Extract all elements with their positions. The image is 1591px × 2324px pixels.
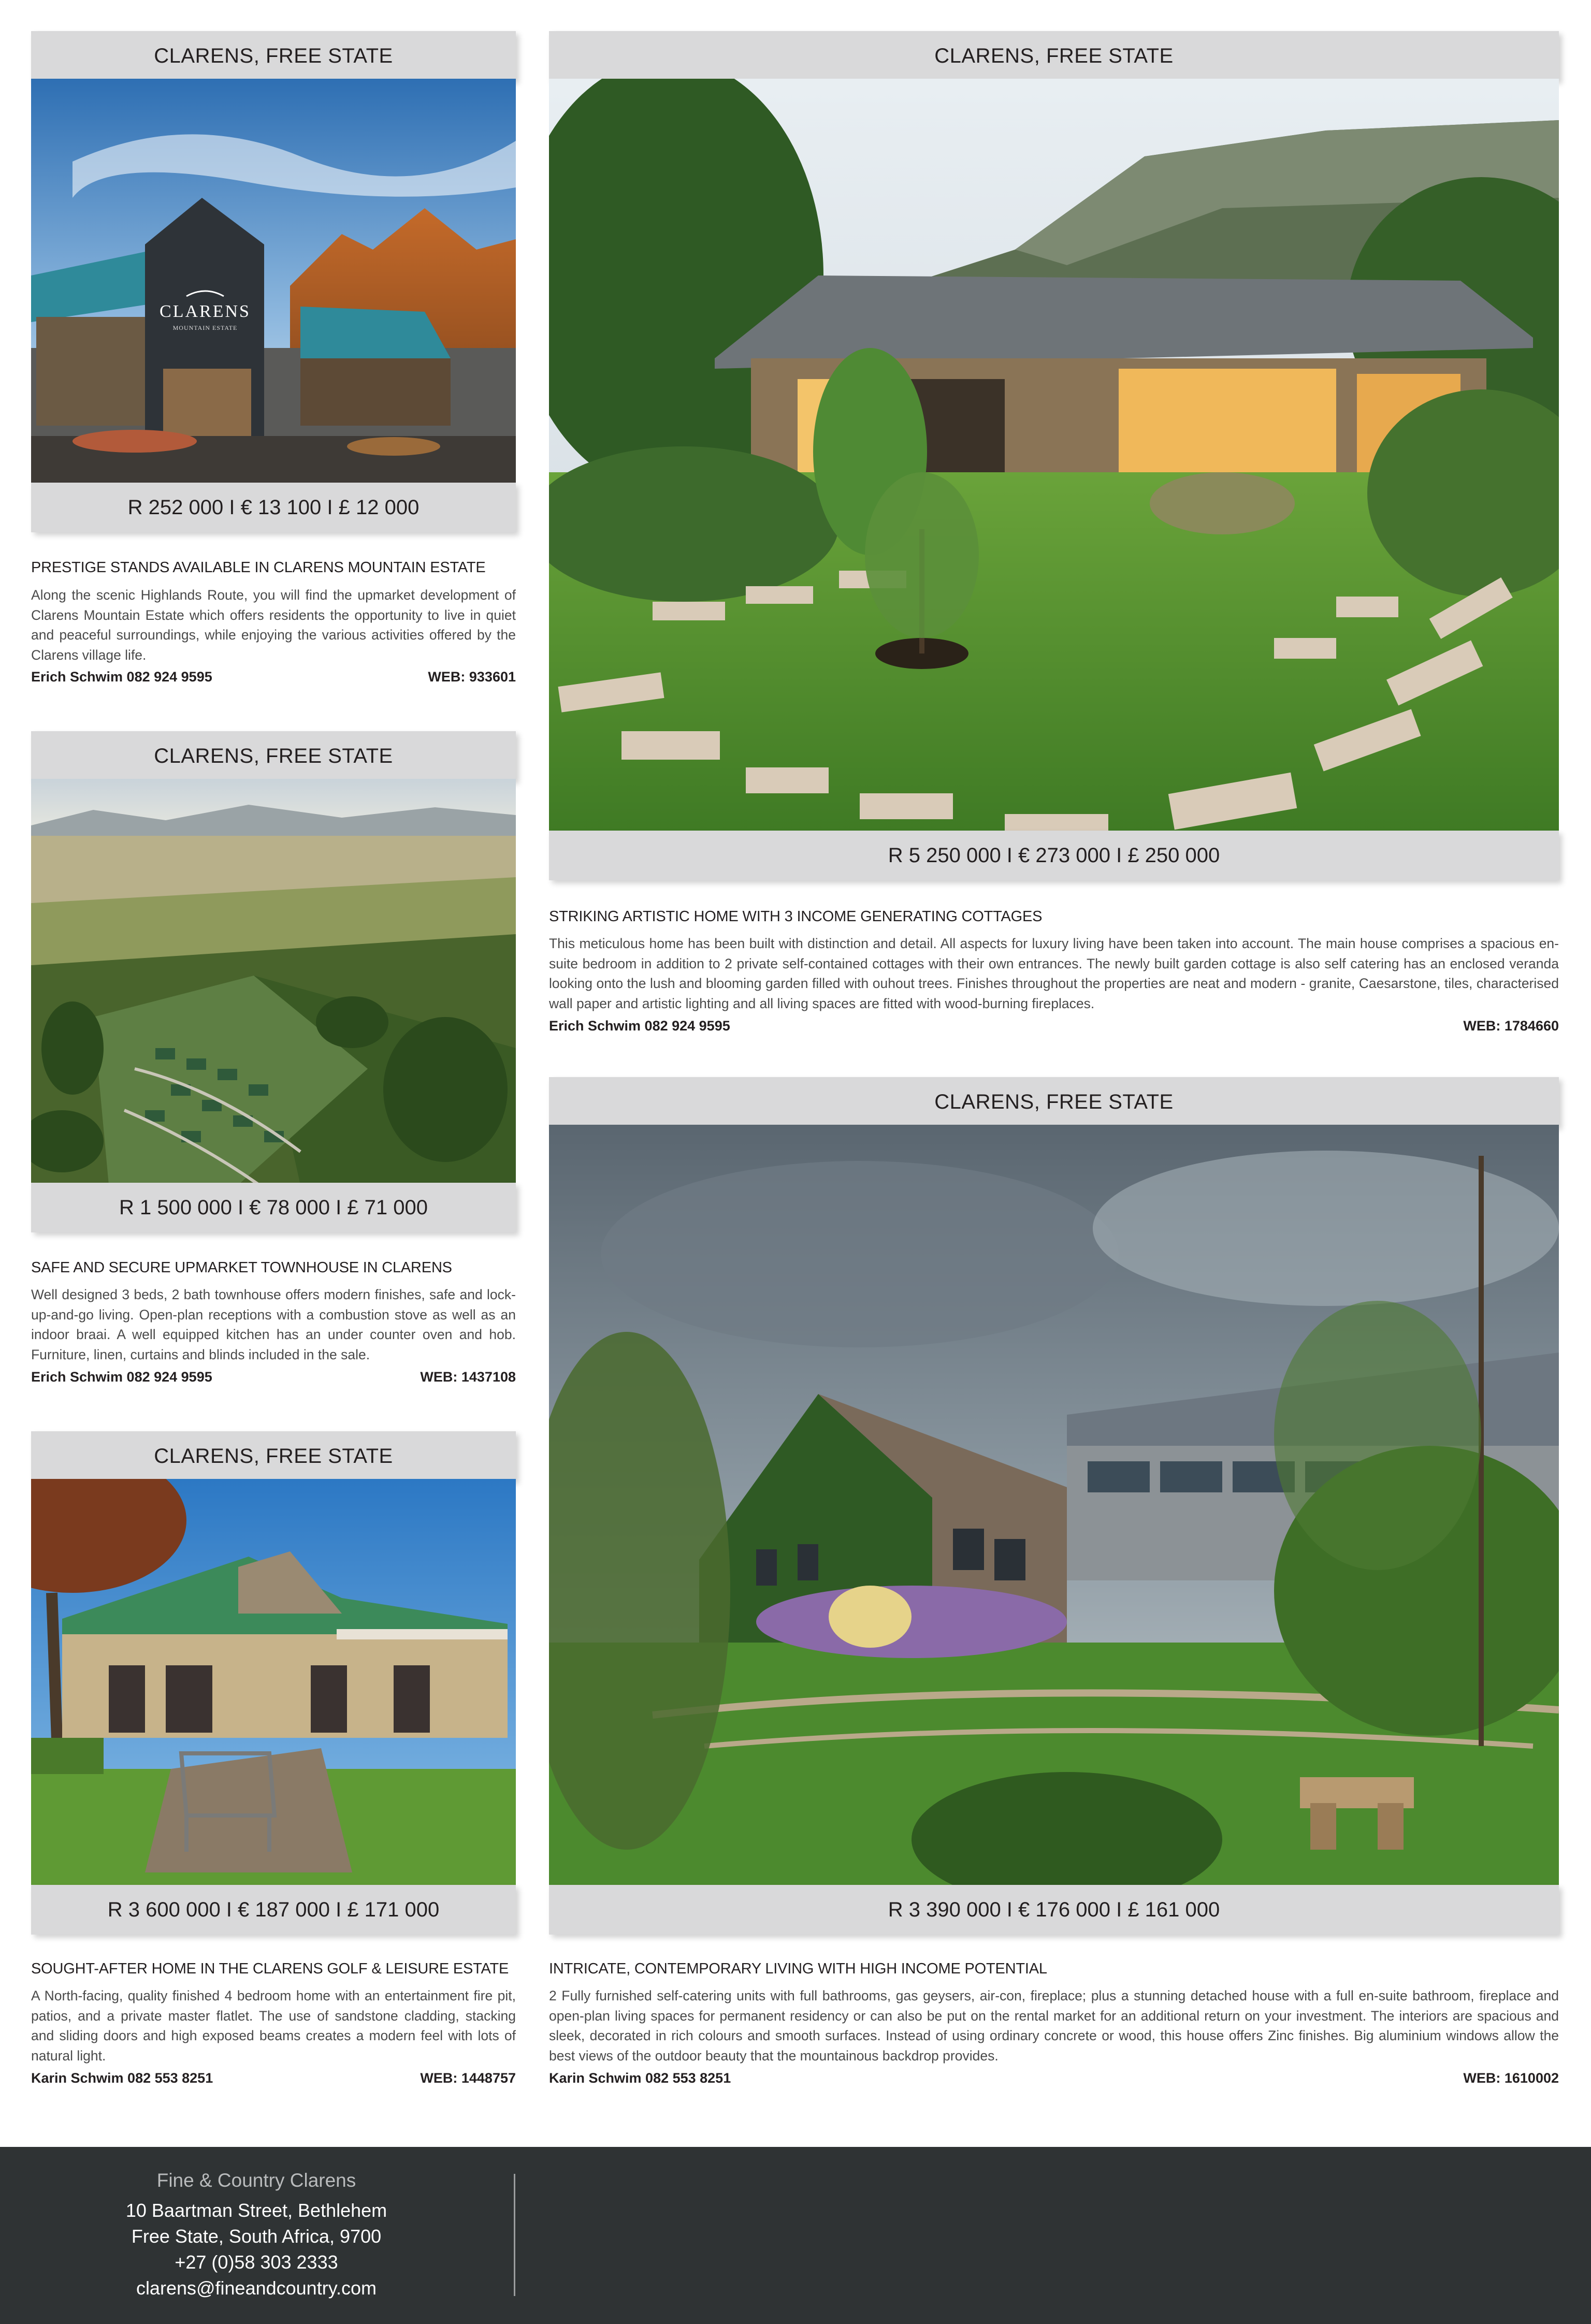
web-reference[interactable]: WEB: 1610002 xyxy=(1463,2070,1559,2086)
listing-photo-aerial-town[interactable] xyxy=(31,779,516,1185)
office-address-line2: Free State, South Africa, 9700 xyxy=(131,2226,382,2247)
listing-photo-artistic-home[interactable] xyxy=(549,79,1559,833)
office-phone[interactable]: +27 (0)58 303 2333 xyxy=(175,2252,338,2273)
office-email[interactable]: clarens@fineandcountry.com xyxy=(136,2277,377,2299)
listing-agent-row xyxy=(549,1018,1559,1034)
listing-description: A North-facing, quality finished 4 bedroom home with an entertainment fire pit, patios, and a private master flatlet. The use of sandstone cladding, stacking and sliding doors and high exposed beams creates a modern feel with lots of natural light. xyxy=(31,1988,516,2064)
agent-contact[interactable]: Karin Schwim 082 553 8251 xyxy=(31,2070,213,2086)
listing-price: R 3 390 000 I € 176 000 I £ 161 000 xyxy=(549,1885,1559,1935)
listing-photo-golf-home[interactable] xyxy=(31,1479,516,1887)
listing-description: This meticulous home has been built with distinction and detail. All aspects for luxury living have been taken into account. The main house comprises a spacious en-suite bedroom in addition to 2 private self-contained cottages with their own entrances. The newly built garden cottage is also self catering has an enclosed veranda looking onto the lush and blooming garden filled with ouhout trees. Finishes throughout the properties are neat and modern - granite, Caesarstone, tiles, characterised wall paper and artistic lighting and all living spaces are fitted with wood-burning fireplaces. xyxy=(549,936,1559,1011)
listing-card-contemporary-living xyxy=(549,1077,1559,1935)
listing-location: CLARENS, FREE STATE xyxy=(549,31,1559,81)
office-contact-block xyxy=(31,2168,482,2301)
listing-location: CLARENS, FREE STATE xyxy=(31,1431,516,1481)
listing-title[interactable]: INTRICATE, CONTEMPORARY LIVING WITH HIGH INCOME POTENTIAL xyxy=(549,1960,1047,1977)
listing-photo-estate-gate[interactable] xyxy=(31,79,516,485)
listing-title[interactable]: PRESTIGE STANDS AVAILABLE IN CLARENS MOUNTAIN ESTATE xyxy=(31,559,486,576)
footer-divider xyxy=(514,2174,515,2296)
estate-sign-subtext: MOUNTAIN ESTATE xyxy=(172,324,238,331)
listing-card-mountain-estate xyxy=(31,31,516,532)
listing-agent-row xyxy=(31,2070,516,2086)
listing-agent-row xyxy=(31,669,516,685)
listing-card-townhouse xyxy=(31,731,516,1232)
listing-description: Along the scenic Highlands Route, you will find the upmarket development of Clarens Mountain Estate which offers residents the opportunity to live in quiet and peaceful surroundings, while enjoying the various activities offered by the Clarens village life. xyxy=(31,587,516,663)
office-footer xyxy=(0,2147,1591,2324)
web-reference[interactable]: WEB: 1784660 xyxy=(1463,1018,1559,1034)
listing-location: CLARENS, FREE STATE xyxy=(31,731,516,781)
office-name: Fine & Country Clarens xyxy=(156,2170,356,2191)
listing-agent-row xyxy=(31,1369,516,1385)
listing-location: CLARENS, FREE STATE xyxy=(549,1077,1559,1127)
listing-description: 2 Fully furnished self-catering units with full bathrooms, gas geysers, air-con, fireplace; plus a stunning detached house with a full en-suite bathroom, fireplace and open-plan living spaces for permanent residency or can also be put on the rental market for an additional return on your investment. The interiors are spacious and sleek, decorated in rich colours and smooth surfaces. Instead of using ordinary concrete or wood, this house offers Zinc finishes. Big aluminium windows allow the best views of the outdoor beauty that the mountainous backdrop provides. xyxy=(549,1988,1559,2064)
agent-contact[interactable]: Erich Schwim 082 924 9595 xyxy=(31,1369,212,1385)
agent-contact[interactable]: Erich Schwim 082 924 9595 xyxy=(31,669,212,685)
web-reference[interactable]: WEB: 933601 xyxy=(428,669,516,685)
web-reference[interactable]: WEB: 1437108 xyxy=(420,1369,516,1385)
estate-sign-text: CLARENS xyxy=(160,302,251,321)
listing-title[interactable]: STRIKING ARTISTIC HOME WITH 3 INCOME GENERATING COTTAGES xyxy=(549,908,1043,925)
listing-title[interactable]: SAFE AND SECURE UPMARKET TOWNHOUSE IN CLARENS xyxy=(31,1259,452,1276)
agent-contact[interactable]: Erich Schwim 082 924 9595 xyxy=(549,1018,730,1034)
agent-contact[interactable]: Karin Schwim 082 553 8251 xyxy=(549,2070,731,2086)
listing-card-artistic-home xyxy=(549,31,1559,880)
listing-price: R 5 250 000 I € 273 000 I £ 250 000 xyxy=(549,831,1559,880)
listing-price: R 3 600 000 I € 187 000 I £ 171 000 xyxy=(31,1885,516,1935)
listing-agent-row xyxy=(549,2070,1559,2086)
listing-price: R 1 500 000 I € 78 000 I £ 71 000 xyxy=(31,1183,516,1232)
web-reference[interactable]: WEB: 1448757 xyxy=(420,2070,516,2086)
listing-location: CLARENS, FREE STATE xyxy=(31,31,516,81)
listing-description: Well designed 3 beds, 2 bath townhouse offers modern finishes, safe and lock-up-and-go living. Open-plan receptions with a combustion stove as well as an indoor braai. A well equipped kitchen has an under counter oven and hob. Furniture, linen, curtains and blinds included in the sale. xyxy=(31,1287,516,1362)
listing-title[interactable]: SOUGHT-AFTER HOME IN THE CLARENS GOLF & LEISURE ESTATE xyxy=(31,1960,509,1977)
listing-card-golf-estate xyxy=(31,1431,516,1935)
listing-photo-ivy-house[interactable] xyxy=(549,1125,1559,1887)
office-address-line1: 10 Baartman Street, Bethlehem xyxy=(125,2200,387,2221)
listing-price: R 252 000 I € 13 100 I £ 12 000 xyxy=(31,483,516,532)
